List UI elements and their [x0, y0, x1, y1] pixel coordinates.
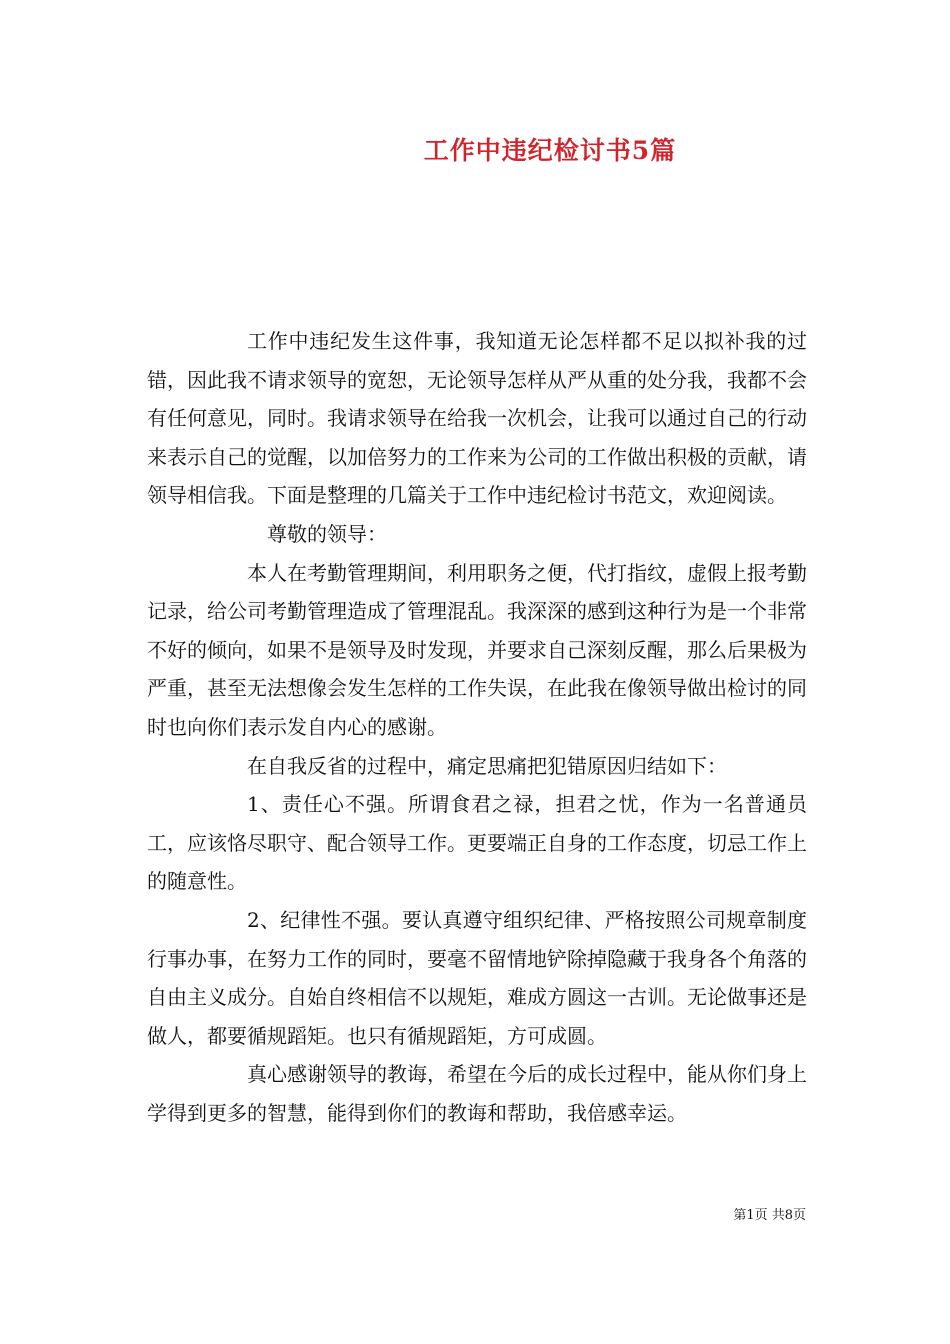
salutation: 尊敬的领导：	[267, 521, 387, 546]
page-number: 第1页 共8页	[733, 1208, 806, 1223]
intro-paragraph: 工作中违纪发生这件事，我知道无论怎样都不足以拟补我的过错，因此我不请求领导的宽恕，无论领导怎样从严从重的处分我，我都不会有任何意见，同时。我请求领导在给我一次机会，让我可以通过自己的行动来表示自己的觉醒，以加倍努力的工作来为公司的工作做出积极的贡献，请领导相信我。下面是整理的几篇关于工作中违纪检讨书范文，欢迎阅读。	[147, 329, 807, 508]
list-item-paragraph: 2、纪律性不强。要认真遵守组织纪律、严格按照公司规章制度行事办事，在努力工作的同时，要毫不留情地铲除掉隐藏于我身各个角落的自由主义成分。自始自终相信不以规矩，难成方圆这一古训。无论做事还是做人，都要循规蹈矩。也只有循规蹈矩，方可成圆。	[147, 907, 807, 1048]
body-paragraph: 在自我反省的过程中，痛定思痛把犯错原因归结如下：	[247, 753, 727, 778]
document-body	[147, 322, 807, 1132]
document-title: 工作中违纪检讨书5篇	[423, 136, 677, 165]
body-paragraph: 本人在考勤管理期间，利用职务之便，代打指纹，虚假上报考勤记录，给公司考勤管理造成了管理混乱。我深深的感到这种行为是一个非常不好的倾向，如果不是领导及时发现，并要求自己深刻反醒，那么后果极为严重，甚至无法想像会发生怎样的工作失误，在此我在像领导做出检讨的同时也向你们表示发自内心的感谢。	[147, 560, 807, 739]
closing-paragraph: 真心感谢领导的教诲，希望在今后的成长过程中，能从你们身上学得到更多的智慧，能得到你们的教诲和帮助，我倍感幸运。	[147, 1062, 807, 1125]
list-item-paragraph: 1、责任心不强。所谓食君之禄，担君之忧，作为一名普通员工，应该恪尽职守、配合领导工作。更要端正自身的工作态度，切忌工作上的随意性。	[147, 792, 807, 894]
